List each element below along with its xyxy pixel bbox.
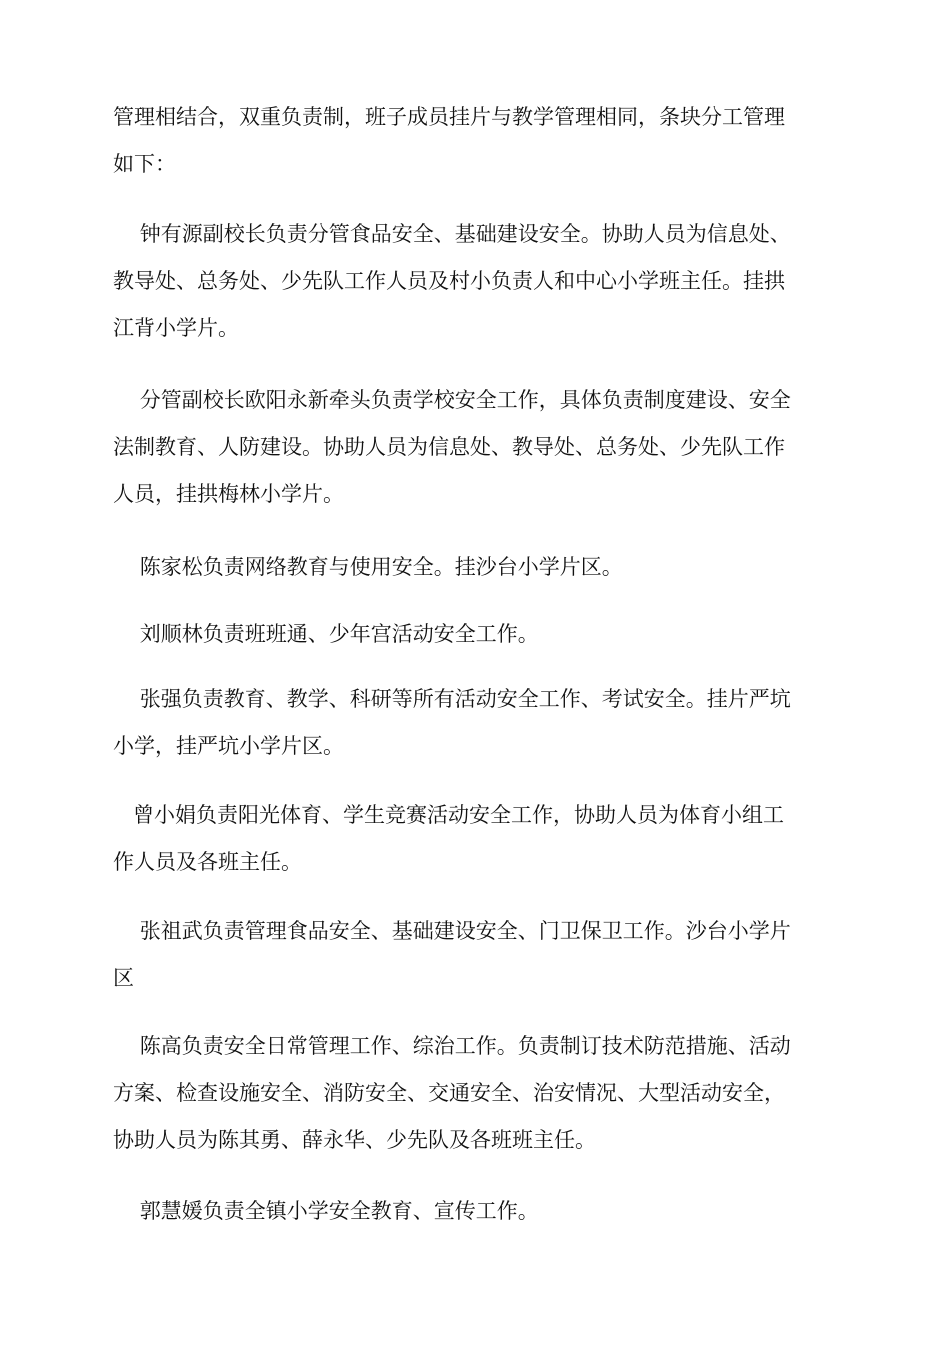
paragraph-zhang-qiang: 张强负责教育、教学、科研等所有活动安全工作、考试安全。挂片严坑小学，挂严坑小学片区。 xyxy=(113,687,791,758)
paragraph-guo-huiyuan: 郭慧媛负责全镇小学安全教育、宣传工作。 xyxy=(113,1199,539,1223)
paragraph-division-intro: 管理相结合，双重负责制，班子成员挂片与教学管理相同，条块分工管理如下： xyxy=(113,105,785,176)
paragraph-zeng-xiaojuan: 曾小娟负责阳光体育、学生竞赛活动安全工作，协助人员为体育小组工作人员及各班主任。 xyxy=(113,803,785,874)
paragraph-liu-shunlin: 刘顺林负责班班通、少年宫活动安全工作。 xyxy=(113,622,539,646)
paragraph-chen-jiasong: 陈家松负责网络教育与使用安全。挂沙台小学片区。 xyxy=(113,555,623,579)
paragraph-zhong-youyuan: 钟有源副校长负责分管食品安全、基础建设安全。协助人员为信息处、教导处、总务处、少先队工作人员及村小负责人和中心小学班主任。挂拱江背小学片。 xyxy=(113,222,791,340)
paragraph-ouyang-yongxin: 分管副校长欧阳永新牵头负责学校安全工作，具体负责制度建设、安全法制教育、人防建设。协助人员为信息处、教导处、总务处、少先队工作人员，挂拱梅林小学片。 xyxy=(113,388,791,506)
paragraph-zhang-zuwu: 张祖武负责管理食品安全、基础建设安全、门卫保卫工作。沙台小学片区 xyxy=(113,919,791,990)
paragraph-chen-gao: 陈高负责安全日常管理工作、综治工作。负责制订技术防范措施、活动方案、检查设施安全、消防安全、交通安全、治安情况、大型活动安全，协助人员为陈其勇、薛永华、少先队及各班班主任。 xyxy=(113,1034,791,1152)
